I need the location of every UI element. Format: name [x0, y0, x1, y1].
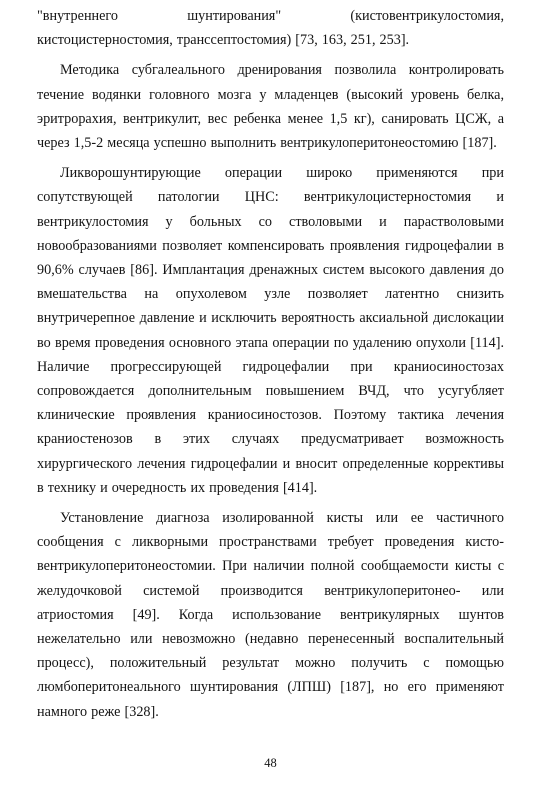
paragraph-csf-shunting-operations: Ликворошунтирующие операции широко применяются при сопутствующей патологии ЦНС: вентрикулоцистерностомия и вентрикулостомия у больных со стволовыми и парастволовыми новообразованиями позволяет компенсировать проявления гидроцефалии в 90,6% случаев [86]. Имплантация дренажных систем высокого давления до вмешательства на опухолевом узле позволяет латентно снизить внутричерепное давление и исключить вероятность аксиальной дислокации во время проведения основного этапа операции по удалению опухоли [114]. Наличие прогрессирующей гидроцефалии при краниосиностозах сопровождается дополнительным повышением ВЧД, что усугубляет клинические проявления краниосиностозов. Поэтому тактика лечения краниостенозов в этих случаях предусматривает возможность хирургического лечения гидроцефалии и вносит определенные коррективы в технику и очередность их проведения [414].	[37, 165, 504, 496]
paragraph-shunting-types: "внутреннего шунтирования" (кистовентрикулостомия, кистоцистерностомия, транссептостомия) [73, 163, 251, 253].	[37, 8, 504, 49]
page-number: 48	[264, 756, 277, 770]
paragraph-subgaleal-drainage: Методика субгалеального дренирования позволила контролировать течение водянки головного мозга у младенцев (высокий уровень белка, эритрорахия, вентрикулит, вес ребенка менее 1,5 кг), санировать ЦСЖ, а через 1,5-2 месяца успешно выполнить вентрикулоперитонеостомию [187].	[37, 62, 504, 152]
paragraph-isolated-cyst-diagnosis: Установление диагноза изолированной кисты или ее частичного сообщения с ликворными пространствами требует проведения кисто-вентрикулоперитонеостомии. При наличии полной сообщаемости кисты с желудочковой системой производится вентрикулоперитонео- или атриостомия [49]. Когда использование вентрикулярных шунтов нежелательно или невозможно (недавно перенесенный воспалительный процесс), положительный результат можно получить с помощью люмбоперитонеального шунтирования (ЛПШ) [187], но его применяют намного реже [328].	[37, 510, 504, 720]
document-page	[37, 4, 504, 724]
